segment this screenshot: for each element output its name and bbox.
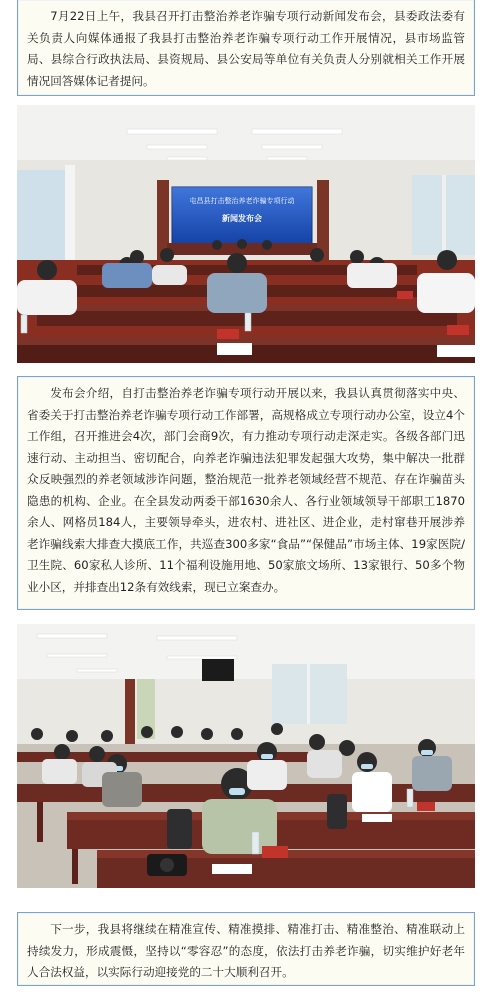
banner-line-1: 屯昌县打击整治养老诈骗专项行动: [189, 197, 295, 205]
closing-text-box: [17, 912, 475, 986]
banner-line-2: 新闻发布会: [222, 214, 262, 223]
audience-photo: [17, 624, 475, 888]
main-text-box: [17, 376, 475, 610]
press-conference-illustration: [17, 105, 475, 363]
press-conference-photo: [17, 105, 475, 363]
closing-paragraph: 下一步，我县将继续在精准宣传、精准摸排、精准打击、精准整治、精准联动上持续发力，形成震慑，坚持以“零容忍”的态度，依法打击养老诈骗，切实维护好老年人合法权益，以实际行动迎接党的二十大顺利召开。: [27, 922, 465, 979]
intro-paragraph: 7月22日上午，我县召开打击整治养老诈骗专项行动新闻发布会，县委政法委有关负责人向媒体通报了我县打击整治养老诈骗专项行动工作开展情况，县市场监管局、县综合行政执法局、县资规局、县公安局等单位有关负责人分别就相关工作开展情况回答媒体记者提问。: [27, 9, 465, 88]
audience-illustration: [17, 624, 475, 888]
intro-text-box: [17, 0, 475, 96]
main-paragraph: 发布会介绍，自打击整治养老诈骗专项行动开展以来，我县认真贯彻落实中央、省委关于打击整治养老诈骗专项行动工作部署，高规格成立专项行动办公室，设立4个工作组，召开推进会4次，部门会商9次，有力推动专项行动走深走实。各级各部门迅速行动、主动担当、密切配合，向养老诈骗违法犯罪发起强大攻势，集中解决一批群众反映强烈的养老领域涉诈问题，整治规范一批养老领域经营不规范、存在诈骗苗头隐患的机构、企业。在全县发动两委干部1630余人、各行业领域领导干部职工1870余人、网格员184人，主要领导牵头，进农村、进社区、进企业，走村窜巷开展涉养老诈骗线索大排查大摸底工作，共巡查300多家“食品”“保健品”市场主体、19家医院/卫生院、60家私人诊所、11个福利设施用地、50家旅文场所、13家银行、50多个物业小区，并排查出12条有效线索，现已立案查办。: [27, 386, 465, 594]
